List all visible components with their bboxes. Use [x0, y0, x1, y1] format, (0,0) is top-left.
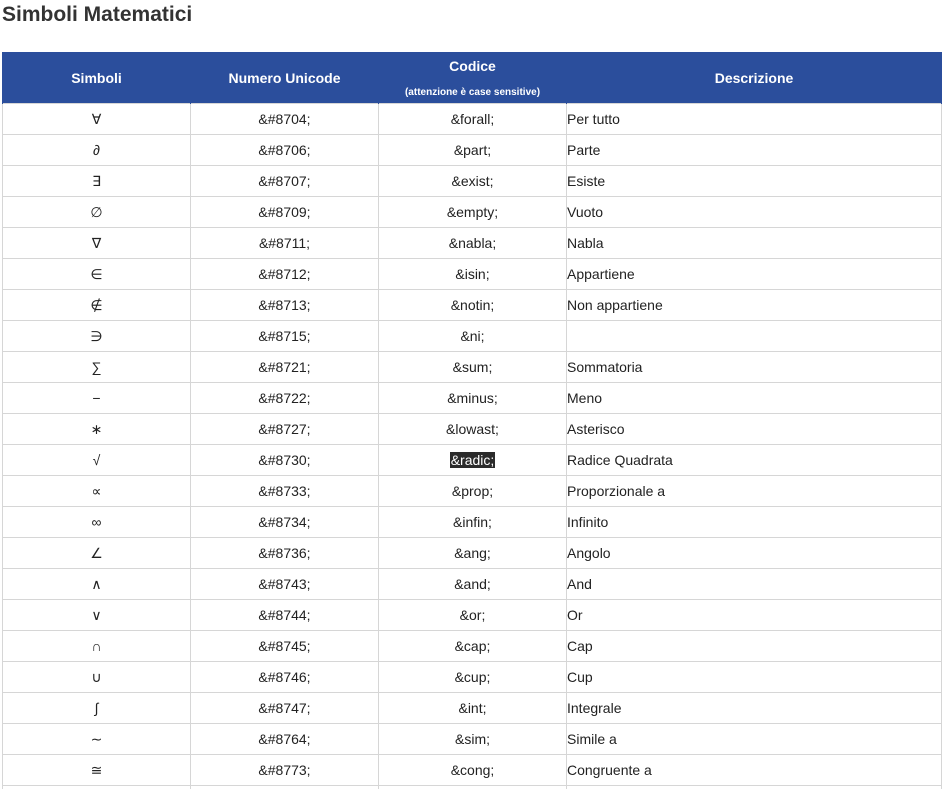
cell-code-text: &exist; [451, 173, 494, 189]
cell-description [567, 569, 942, 600]
cell-description-text: Or [567, 607, 583, 623]
cell-symbol-text: − [92, 390, 101, 406]
cell-symbol-text: ∋ [90, 327, 103, 344]
table-row [3, 600, 942, 631]
cell-symbol [3, 538, 191, 569]
cell-symbol [3, 476, 191, 507]
cell-code-text: &cap; [454, 638, 491, 654]
cell-description-text: Sommatoria [567, 359, 643, 375]
cell-code [379, 290, 567, 321]
cell-unicode-number-text: &#8764; [258, 731, 311, 747]
cell-unicode-number-text: &#8744; [258, 607, 311, 623]
table-row [3, 631, 942, 662]
cell-symbol-text: ∗ [90, 420, 103, 437]
cell-description-text: Integrale [567, 700, 622, 716]
cell-code-text: &lowast; [446, 421, 499, 437]
selected-text: &radic; [450, 452, 495, 468]
cell-description-text: Cap [567, 638, 593, 654]
cell-description [567, 290, 942, 321]
header-description: Descrizione [567, 52, 942, 104]
cell-symbol [3, 445, 191, 476]
cell-description-text: And [567, 576, 592, 592]
cell-code-text: &cup; [454, 669, 491, 685]
cell-description [567, 414, 942, 445]
table-row [3, 538, 942, 569]
cell-description [567, 383, 942, 414]
cell-unicode-number [191, 228, 379, 259]
cell-symbol-text: ≅ [90, 761, 103, 778]
cell-symbol [3, 166, 191, 197]
cell-description-text: Simile a [567, 731, 617, 747]
cell-unicode-number-text: &#8711; [258, 235, 311, 251]
table-row [3, 786, 942, 789]
cell-unicode-number-text: &#8745; [258, 638, 311, 654]
cell-code-text: &notin; [450, 297, 495, 313]
table-row [3, 693, 942, 724]
cell-unicode-number [191, 383, 379, 414]
cell-unicode-number-text: &#8709; [258, 204, 311, 220]
cell-code [379, 693, 567, 724]
cell-symbol-text: ∫ [94, 700, 99, 716]
cell-symbol [3, 104, 191, 135]
cell-symbol [3, 383, 191, 414]
cell-code-text: &and; [454, 576, 491, 592]
cell-code-text: &cong; [450, 762, 495, 778]
cell-unicode-number [191, 290, 379, 321]
cell-code [379, 507, 567, 538]
cell-symbol [3, 600, 191, 631]
cell-unicode-number [191, 321, 379, 352]
cell-description [567, 507, 942, 538]
cell-unicode-number-text: &#8734; [258, 514, 311, 530]
cell-symbol [3, 724, 191, 755]
cell-description [567, 724, 942, 755]
header-unicode-number: Numero Unicode [191, 52, 379, 104]
cell-unicode-number [191, 414, 379, 445]
cell-code [379, 383, 567, 414]
cell-code-text: &int; [458, 700, 487, 716]
cell-symbol-text: ∪ [91, 668, 102, 685]
header-code [379, 52, 567, 104]
cell-unicode-number-text: &#8743; [258, 576, 311, 592]
cell-unicode-number [191, 259, 379, 290]
cell-unicode-number-text: &#8773; [258, 762, 311, 778]
cell-unicode-number [191, 445, 379, 476]
table-row [3, 724, 942, 755]
table-row [3, 414, 942, 445]
cell-unicode-number-text: &#8733; [258, 483, 311, 499]
table-row [3, 507, 942, 538]
cell-unicode-number [191, 507, 379, 538]
cell-code [379, 755, 567, 786]
cell-code-text: &minus; [447, 390, 498, 406]
cell-symbol-text: ∈ [90, 265, 103, 282]
cell-unicode-number [191, 662, 379, 693]
cell-symbol [3, 197, 191, 228]
table-row [3, 259, 942, 290]
symbols-table-container [2, 52, 941, 789]
cell-code [379, 166, 567, 197]
cell-description [567, 538, 942, 569]
cell-description [567, 662, 942, 693]
cell-description [567, 321, 942, 352]
header-code-label: Codice [449, 57, 496, 74]
cell-symbol [3, 259, 191, 290]
cell-code-text: &sum; [452, 359, 493, 375]
cell-description-text: Angolo [567, 545, 611, 561]
cell-description [567, 445, 942, 476]
cell-description [567, 228, 942, 259]
cell-description [567, 693, 942, 724]
cell-unicode-number [191, 755, 379, 786]
cell-unicode-number-text: &#8707; [258, 173, 311, 189]
cell-symbol [3, 507, 191, 538]
cell-description-text: Per tutto [567, 111, 620, 127]
cell-unicode-number-text: &#8715; [258, 328, 311, 344]
cell-description-text: Parte [567, 142, 601, 158]
cell-description [567, 755, 942, 786]
cell-code-text: &prop; [451, 483, 494, 499]
cell-code [379, 259, 567, 290]
cell-symbol-text: ∝ [91, 482, 102, 499]
cell-description-text: Meno [567, 390, 603, 406]
cell-code [379, 414, 567, 445]
cell-description [567, 166, 942, 197]
cell-unicode-number [191, 693, 379, 724]
table-row [3, 352, 942, 383]
cell-unicode-number [191, 569, 379, 600]
cell-unicode-number [191, 631, 379, 662]
cell-unicode-number-text: &#8727; [258, 421, 311, 437]
cell-symbol [3, 786, 191, 789]
cell-symbol [3, 631, 191, 662]
page-title: Simboli Matematici [2, 3, 193, 26]
cell-description [567, 352, 942, 383]
table-row [3, 166, 942, 197]
cell-unicode-number-text: &#8736; [258, 545, 311, 561]
cell-code-text: &sim; [455, 731, 490, 747]
cell-code [379, 476, 567, 507]
cell-symbol-text: ∀ [91, 110, 102, 127]
cell-description [567, 259, 942, 290]
cell-code [379, 538, 567, 569]
cell-description-text: Appartiene [567, 266, 635, 282]
table-body [3, 104, 942, 789]
cell-unicode-number [191, 600, 379, 631]
cell-symbol-text: ∉ [90, 296, 103, 313]
cell-symbol-text: ∞ [91, 514, 102, 530]
cell-unicode-number [191, 724, 379, 755]
cell-symbol-text: ∩ [91, 638, 102, 654]
cell-description-text: Nabla [567, 235, 604, 251]
cell-unicode-number-text: &#8706; [258, 142, 311, 158]
cell-code-text: &forall; [450, 111, 495, 127]
table-row [3, 755, 942, 786]
cell-code [379, 724, 567, 755]
table-row [3, 662, 942, 693]
table-row [3, 445, 942, 476]
cell-symbol [3, 755, 191, 786]
cell-unicode-number-text: &#8747; [258, 700, 311, 716]
cell-unicode-number-text: &#8730; [258, 452, 311, 468]
cell-symbol-text: ∑ [91, 359, 102, 375]
cell-symbol [3, 693, 191, 724]
cell-description-text: Radice Quadrata [567, 452, 673, 468]
cell-code [379, 786, 567, 789]
cell-description-text: Congruente a [567, 762, 652, 778]
cell-symbol-text: ∇ [91, 234, 102, 251]
cell-code-text: &ang; [454, 545, 491, 561]
cell-code-text: &nabla; [448, 235, 497, 251]
cell-code [379, 569, 567, 600]
cell-code [379, 352, 567, 383]
cell-description-text: Cup [567, 669, 593, 685]
table-row [3, 569, 942, 600]
cell-description-text: Vuoto [567, 204, 604, 220]
cell-description-text: Non appartiene [567, 297, 663, 313]
cell-symbol [3, 352, 191, 383]
cell-symbol-text: ∠ [90, 544, 103, 561]
cell-code [379, 135, 567, 166]
cell-unicode-number [191, 135, 379, 166]
cell-symbol-text: ∧ [91, 575, 102, 592]
cell-code-text: &part; [453, 142, 492, 158]
table-row [3, 290, 942, 321]
cell-unicode-number [191, 352, 379, 383]
cell-unicode-number [191, 786, 379, 789]
cell-unicode-number-text: &#8712; [258, 266, 311, 282]
cell-symbol [3, 290, 191, 321]
cell-code [379, 104, 567, 135]
cell-symbol-text: √ [92, 452, 101, 468]
cell-symbol-text: ∃ [92, 172, 101, 189]
cell-description-text: Proporzionale a [567, 483, 666, 499]
cell-symbol-text: ∂ [93, 142, 100, 158]
cell-description [567, 104, 942, 135]
cell-unicode-number-text: &#8713; [258, 297, 311, 313]
cell-symbol-text: ∼ [90, 730, 103, 747]
cell-description-text: Asterisco [567, 421, 625, 437]
cell-code [379, 662, 567, 693]
cell-code-text: &infin; [453, 514, 492, 530]
cell-unicode-number-text: &#8722; [258, 390, 311, 406]
cell-code-text: &ni; [460, 328, 485, 344]
cell-symbol-text: ∨ [91, 606, 102, 623]
table-header-row [3, 52, 942, 104]
table-row [3, 104, 942, 135]
cell-code-text: &empty; [446, 204, 499, 220]
cell-unicode-number [191, 166, 379, 197]
table-row [3, 135, 942, 166]
table-row [3, 383, 942, 414]
symbols-table [2, 52, 942, 789]
cell-code-text: &isin; [455, 266, 490, 282]
cell-unicode-number-text: &#8746; [258, 669, 311, 685]
cell-code [379, 197, 567, 228]
cell-description-text: Esiste [567, 173, 606, 189]
table-row [3, 197, 942, 228]
cell-symbol [3, 135, 191, 166]
cell-symbol [3, 662, 191, 693]
cell-code [379, 321, 567, 352]
cell-unicode-number [191, 538, 379, 569]
cell-description [567, 631, 942, 662]
cell-description-text: Infinito [567, 514, 609, 530]
header-symbols: Simboli [3, 52, 191, 104]
cell-code [379, 631, 567, 662]
cell-description [567, 476, 942, 507]
cell-description [567, 786, 942, 789]
cell-symbol [3, 321, 191, 352]
cell-unicode-number [191, 476, 379, 507]
cell-symbol [3, 414, 191, 445]
cell-unicode-number [191, 197, 379, 228]
cell-description [567, 135, 942, 166]
cell-symbol-text: ∅ [90, 203, 103, 220]
cell-code [379, 600, 567, 631]
table-row [3, 476, 942, 507]
header-code-note: (attenzione è case sensitive) [404, 86, 541, 98]
cell-code-text: &or; [459, 607, 486, 623]
table-row [3, 321, 942, 352]
cell-code [379, 228, 567, 259]
cell-symbol [3, 569, 191, 600]
cell-symbol [3, 228, 191, 259]
cell-unicode-number-text: &#8721; [258, 359, 311, 375]
cell-unicode-number-text: &#8704; [258, 111, 311, 127]
table-row [3, 228, 942, 259]
cell-code [379, 445, 567, 476]
cell-unicode-number [191, 104, 379, 135]
cell-description [567, 197, 942, 228]
cell-description [567, 600, 942, 631]
